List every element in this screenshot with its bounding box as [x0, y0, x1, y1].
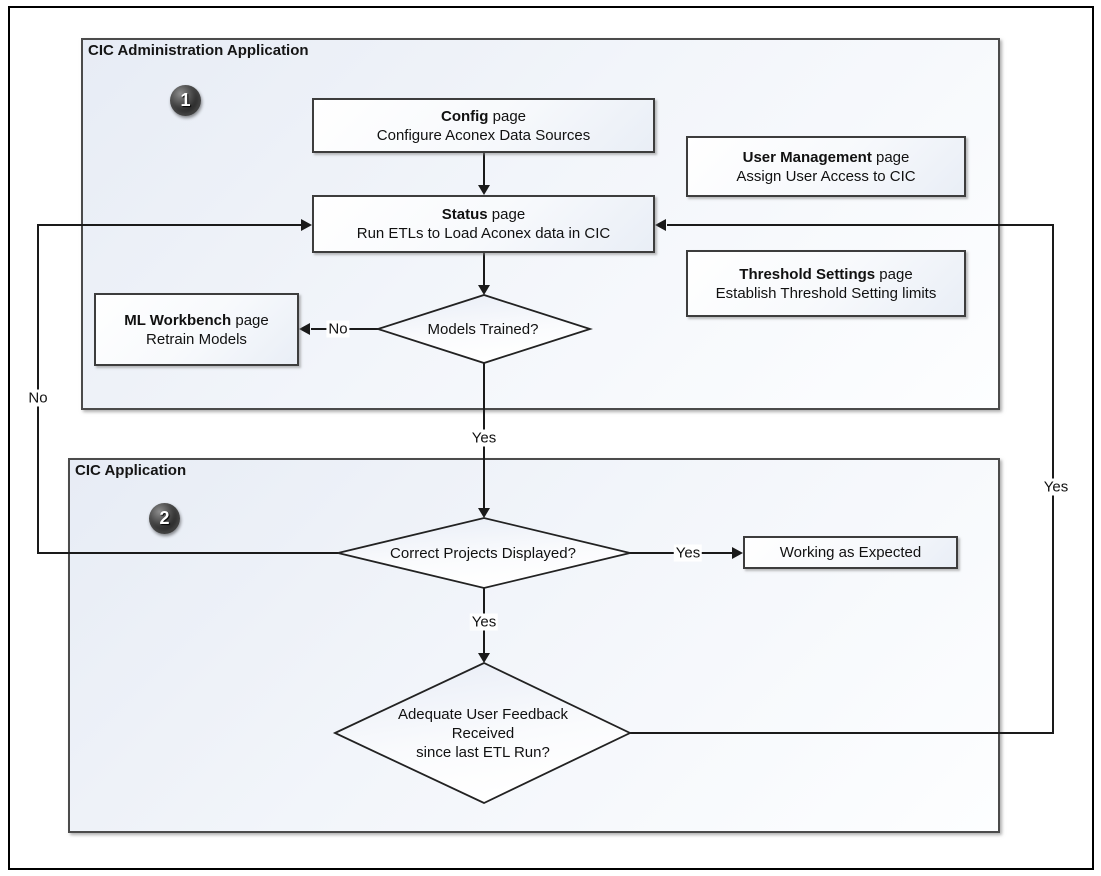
user-management-page-node [686, 136, 966, 197]
threshold-settings-page-node [686, 250, 966, 317]
arrowhead-into-status-right [655, 219, 666, 231]
adequate-feedback-label: Adequate User Feedback Received since last ETL Run? [397, 706, 569, 761]
config-page-node [312, 98, 655, 153]
status-page-node [312, 195, 655, 253]
user-management-node-desc: Assign User Access to CIC [736, 167, 916, 185]
status-node-title: Status page [441, 206, 526, 223]
arrowhead-into-working [732, 547, 743, 559]
arrowhead-into-projects [478, 508, 490, 518]
arrowhead-into-feedback [478, 653, 490, 663]
edge-label-yes-projects-down: Yes [471, 613, 497, 631]
arrowhead-into-status-top [478, 185, 490, 195]
arrowhead-into-status-left [301, 219, 312, 231]
edge-label-yes-models: Yes [471, 429, 497, 447]
status-node-desc: Run ETLs to Load Aconex data in CIC [356, 225, 611, 242]
edge-label-yes-feedback: Yes [1043, 478, 1069, 496]
step-1-badge: 1 [170, 85, 201, 116]
correct-projects-label: Correct Projects Displayed? [390, 545, 576, 562]
threshold-node-title: Threshold Settings page [739, 265, 913, 283]
ml-workbench-node-title: ML Workbench page [124, 311, 269, 329]
edge-label-no-models: No [328, 320, 348, 338]
admin-container-title: CIC Administration Application [88, 42, 309, 59]
ml-workbench-page-node [94, 293, 299, 366]
working-node-text: Working as Expected [779, 544, 922, 561]
edge-label-yes-projects-right: Yes [675, 544, 701, 562]
user-management-node-title: User Management page [742, 148, 910, 166]
threshold-node-desc: Establish Threshold Setting limits [715, 284, 937, 302]
config-node-desc: Configure Aconex Data Sources [376, 126, 591, 144]
edge-label-no-projects: No [28, 389, 48, 407]
arrowhead-into-ml-workbench [299, 323, 310, 335]
edge-projects-no-to-status [38, 225, 338, 553]
ml-workbench-node-desc: Retrain Models [146, 330, 247, 348]
step-2-badge: 2 [149, 503, 180, 534]
config-node-title: Config page [440, 107, 527, 125]
cic-container-title: CIC Application [75, 462, 187, 479]
models-trained-label: Models Trained? [427, 321, 539, 338]
working-as-expected-node [743, 536, 958, 569]
arrowhead-into-models [478, 285, 490, 295]
